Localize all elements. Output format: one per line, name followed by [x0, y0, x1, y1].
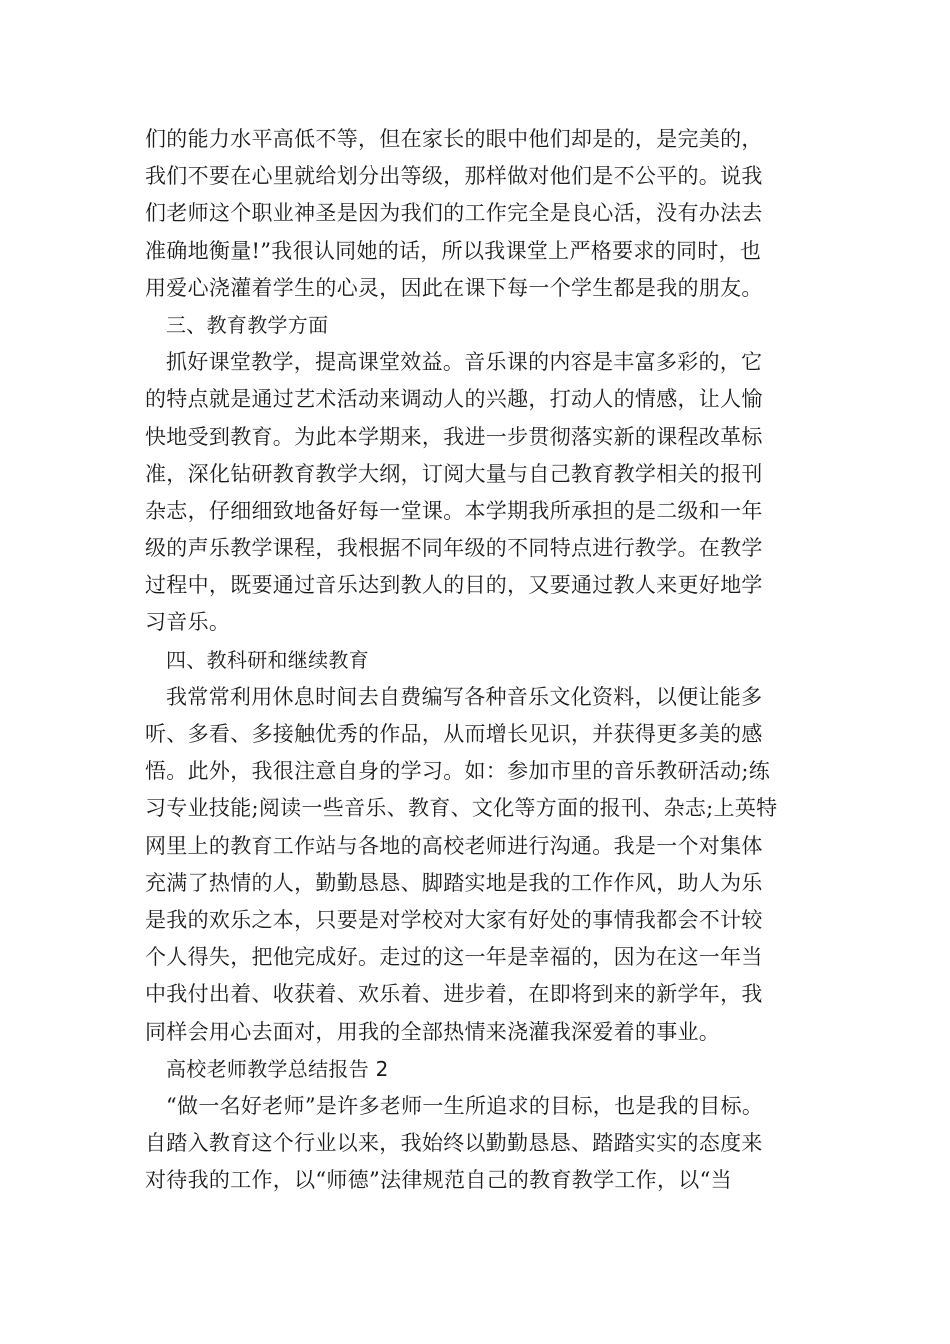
text-line: 级的声乐教学课程，我根据不同年级的不同特点进行教学。在教学	[145, 536, 763, 561]
text-line: 自踏入教育这个行业以来，我始终以勤勤恳恳、踏踏实实的态度来	[145, 1131, 763, 1156]
text-line: 习专业技能;阅读一些音乐、教育、文化等方面的报刊、杂志;上英特	[145, 796, 778, 821]
text-line: 过程中，既要通过音乐达到教人的目的，又要通过教人来更好地学	[145, 573, 763, 598]
text-line: 快地受到教育。为此本学期来，我进一步贯彻落实新的课程改革标	[145, 424, 763, 449]
text-line: 充满了热情的人，勤勤恳恳、脚踏实地是我的工作作风，助人为乐	[145, 870, 763, 895]
text-line: 们的能力水平高低不等，但在家长的眼中他们却是的，是完美的，	[145, 127, 763, 151]
text-line: 的特点就是通过艺术活动来调动人的兴趣，打动人的情感，让人愉	[145, 387, 763, 412]
text-line: 个人得失，把他完成好。走过的这一年是幸福的，因为在这一年当	[145, 945, 763, 970]
text-line: 同样会用心去面对，用我的全部热情来浇灌我深爱着的事业。	[145, 1019, 721, 1044]
paragraph-first-line: “做一名好老师”是许多老师一生所追求的目标，也是我的目标。	[166, 1093, 764, 1118]
text-line: 听、多看、多接触优秀的作品，从而增长见识，并获得更多美的感	[145, 722, 763, 746]
text-line: 用爱心浇灌着学生的心灵，因此在课下每一个学生都是我的朋友。	[145, 275, 763, 300]
text-line: 网里上的教育工作站与各地的高校老师进行沟通。我是一个对集体	[145, 833, 763, 858]
paragraph-first-line: 我常常利用休息时间去自费编写各种音乐文化资料，以便让能多	[166, 684, 763, 709]
text-line: 我们不要在心里就给划分出等级，那样做对他们是不公平的。说我	[145, 164, 763, 189]
document-body	[145, 121, 810, 1199]
paragraph-first-line: 抓好课堂教学，提高课堂效益。音乐课的内容是丰富多彩的，它	[166, 350, 763, 375]
text-line: 对待我的工作，以“师德”法律规范自己的教育教学工作，以“当	[145, 1168, 732, 1193]
text-line: 中我付出着、收获着、欢乐着、进步着，在即将到来的新学年，我	[145, 982, 763, 1007]
section-heading-teaching: 三、教育教学方面	[166, 312, 329, 337]
text-line: 习音乐。	[145, 610, 231, 635]
text-line: 准确地衡量!”我很认同她的话，所以我课堂上严格要求的同时，也	[145, 238, 762, 263]
text-line: 是我的欢乐之本，只要是对学校对大家有好处的事情我都会不计较	[145, 907, 763, 932]
text-line: 杂志，仔细细致地备好每一堂课。本学期我所承担的是二级和一年	[145, 498, 763, 523]
text-line: 准，深化钻研教育教学大纲，订阅大量与自己教育教学相关的报刊	[145, 461, 763, 486]
section-heading-research: 四、教科研和继续教育	[166, 647, 369, 672]
text-line: 悟。此外，我很注意自身的学习。如：参加市里的音乐教研活动;练	[145, 759, 771, 784]
report-title: 高校老师教学总结报告 2	[166, 1056, 389, 1081]
text-line: 们老师这个职业神圣是因为我们的工作完全是良心活，没有办法去	[145, 201, 763, 226]
